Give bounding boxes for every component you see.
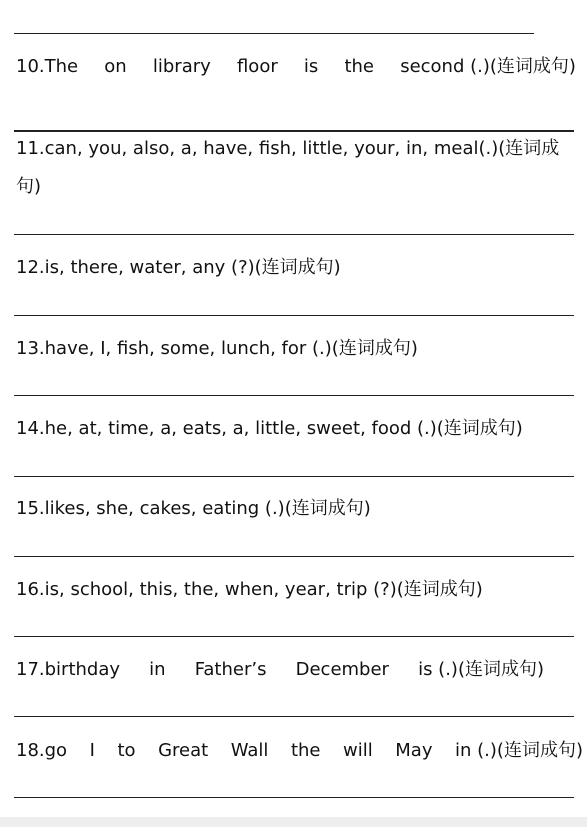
answer-line: [14, 556, 574, 557]
question-word: May: [395, 740, 433, 761]
answer-line: [14, 395, 574, 396]
answer-line: [14, 636, 574, 637]
answer-line: [14, 315, 574, 316]
question-16: 16.is, school, this, the, when, year, trip (?)(连词成句): [16, 579, 483, 600]
question-13: 13.have, I, fish, some, lunch, for (.)(连词成句): [16, 338, 418, 359]
question-word: I: [89, 740, 95, 761]
page-bottom-strip: [0, 817, 587, 827]
question-word: the: [290, 740, 321, 761]
question-17: [16, 651, 544, 689]
question-word: second (.)(连词成句): [400, 56, 576, 77]
question-word: Great: [158, 740, 209, 761]
question-word: floor: [236, 56, 278, 77]
question-word: December: [295, 659, 389, 680]
question-word: on: [104, 56, 127, 77]
question-14: 14.he, at, time, a, eats, a, little, sweet, food (.)(连词成句): [16, 418, 523, 439]
question-word: is: [303, 56, 319, 77]
question-word: in (.)(连词成句): [455, 740, 583, 761]
answer-line: [14, 797, 574, 798]
question-18: [16, 732, 583, 770]
question-word: will: [343, 740, 373, 761]
question-15: 15.likes, she, cakes, eating (.)(连词成句): [16, 498, 371, 519]
question-11: 11.can, you, also, a, have, fish, little, your, in, meal(.)(连词成句): [16, 138, 560, 197]
question-10: [16, 48, 576, 86]
question-word: 18.go: [16, 740, 68, 761]
question-word: library: [152, 56, 211, 77]
question-12: 12.is, there, water, any (?)(连词成句): [16, 257, 341, 278]
question-word: the: [344, 56, 375, 77]
question-word: in: [149, 659, 166, 680]
answer-line: [14, 234, 574, 235]
answer-line: [14, 33, 534, 34]
question-word: Wall: [230, 740, 269, 761]
question-word: to: [117, 740, 136, 761]
question-word: 17.birthday: [16, 659, 121, 680]
answer-line: [14, 476, 574, 477]
answer-line: [14, 716, 574, 717]
question-word: is (.)(连词成句): [418, 659, 544, 680]
question-word: Father’s: [194, 659, 267, 680]
question-word: 10.The: [16, 56, 79, 77]
